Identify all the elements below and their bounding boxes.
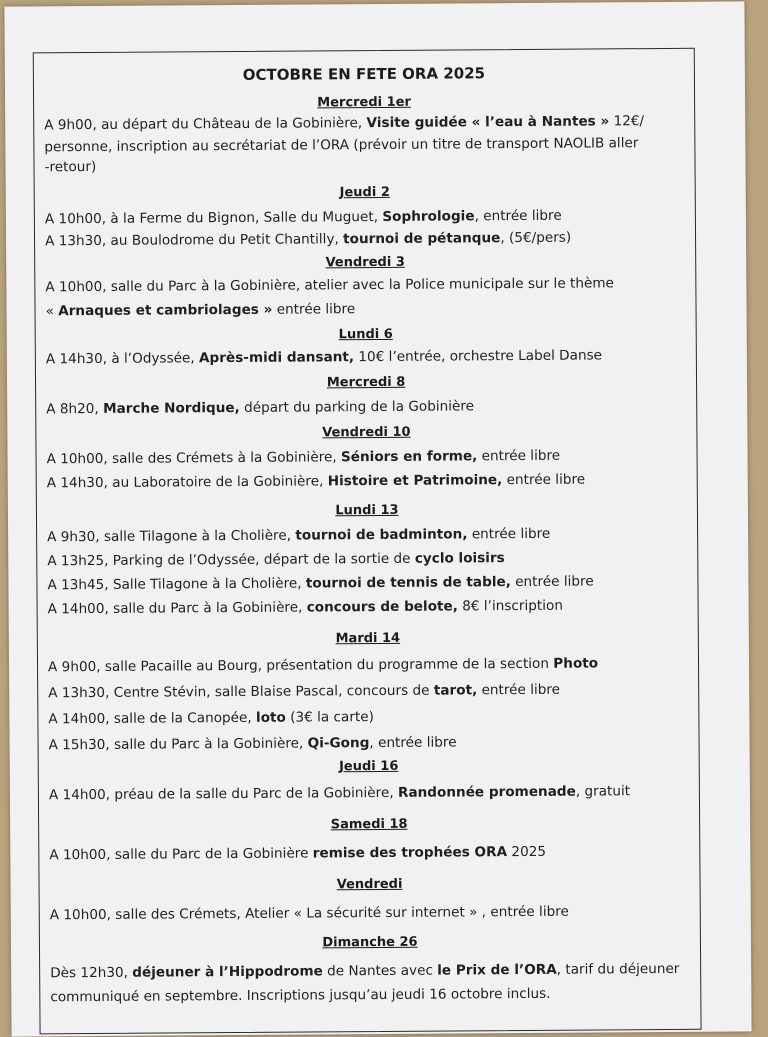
day-heading: Vendredi bbox=[336, 876, 403, 893]
event-line: A 13h30, au Boulodrome du Petit Chantilly, tournoi de pétanque, (5€/pers) bbox=[44, 229, 572, 250]
event-line: Dès 12h30, déjeuner à l’Hippodrome de Nantes avec le Prix de l’ORA, tarif du déjeuner bbox=[50, 960, 680, 982]
day-heading: Mercredi 8 bbox=[326, 374, 406, 391]
event-line: A 14h00, salle du Parc à la Gobinière, concours de belote, 8€ l’inscription bbox=[47, 597, 563, 618]
event-line: A 9h30, salle Tilagone à la Cholière, tournoi de badminton, entrée libre bbox=[47, 525, 551, 546]
event-line: A 14h00, salle de la Canopée, loto (3€ la carte) bbox=[48, 709, 374, 728]
event-line: A 10h00, salle des Crémets, Atelier « La sécurité sur internet » , entrée libre bbox=[49, 903, 569, 924]
day-heading: Vendredi 3 bbox=[325, 254, 405, 271]
day-heading: Vendredi 10 bbox=[322, 424, 411, 441]
event-line: A 15h30, salle du Parc à la Gobinière, Qi-Gong, entrée libre bbox=[48, 734, 457, 754]
event-line: « Arnaques et cambriolages » entrée libre bbox=[45, 301, 356, 320]
day-heading: Jeudi 16 bbox=[339, 758, 399, 775]
day-heading: Jeudi 2 bbox=[339, 184, 390, 201]
event-line: A 10h00, salle des Crémets à la Gobinière, Séniors en forme, entrée libre bbox=[46, 447, 561, 468]
event-line: A 14h30, au Laboratoire de la Gobinière, Histoire et Patrimoine, entrée libre bbox=[46, 471, 586, 492]
event-line: A 14h00, préau de la salle du Parc de la Gobinière, Randonnée promenade, gratuit bbox=[48, 783, 631, 804]
event-line: communiqué en septembre. Inscriptions jusqu’au jeudi 16 octobre inclus. bbox=[50, 985, 551, 1006]
event-line: A 10h00, salle du Parc à la Gobinière, atelier avec la Police municipale sur le thème bbox=[45, 275, 614, 296]
day-heading: Dimanche 26 bbox=[322, 934, 418, 951]
event-line: A 13h30, Centre Stévin, salle Blaise Pascal, concours de tarot, entrée libre bbox=[48, 681, 561, 702]
event-line: personne, inscription au secrétariat de l’ORA (prévoir un titre de transport NAOLIB aller bbox=[44, 135, 639, 156]
program-frame bbox=[33, 48, 702, 1035]
day-heading: Mardi 14 bbox=[335, 630, 401, 647]
event-line: A 10h00, à la Ferme du Bignon, Salle du Muguet, Sophrologie, entrée libre bbox=[44, 207, 562, 228]
event-line: A 9h00, au départ du Château de la Gobinière, Visite guidée « l’eau à Nantes » 12€/ bbox=[44, 113, 645, 134]
page-title: OCTOBRE EN FETE ORA 2025 bbox=[242, 64, 486, 84]
event-line: A 13h45, Salle Tilagone à la Cholière, tournoi de tennis de table, entrée libre bbox=[47, 573, 594, 594]
flyer-page bbox=[4, 1, 751, 1036]
day-heading: Lundi 6 bbox=[338, 326, 393, 343]
event-line: A 13h25, Parking de l’Odyssée, départ de la sortie de cyclo loisirs bbox=[47, 550, 505, 570]
event-line: A 14h30, à l’Odyssée, Après-midi dansant, 10€ l’entrée, orchestre Label Danse bbox=[45, 347, 603, 368]
event-line: A 9h00, salle Pacaille au Bourg, présentation du programme de la section Photo bbox=[47, 655, 599, 676]
day-heading: Mercredi 1er bbox=[317, 94, 411, 111]
day-heading: Lundi 13 bbox=[335, 502, 399, 519]
event-line: -retour) bbox=[44, 158, 97, 176]
day-heading: Samedi 18 bbox=[330, 816, 408, 833]
event-line: A 10h00, salle du Parc de la Gobinière remise des trophées ORA 2025 bbox=[49, 843, 547, 864]
event-line: A 8h20, Marche Nordique, départ du parking de la Gobinière bbox=[46, 398, 475, 418]
